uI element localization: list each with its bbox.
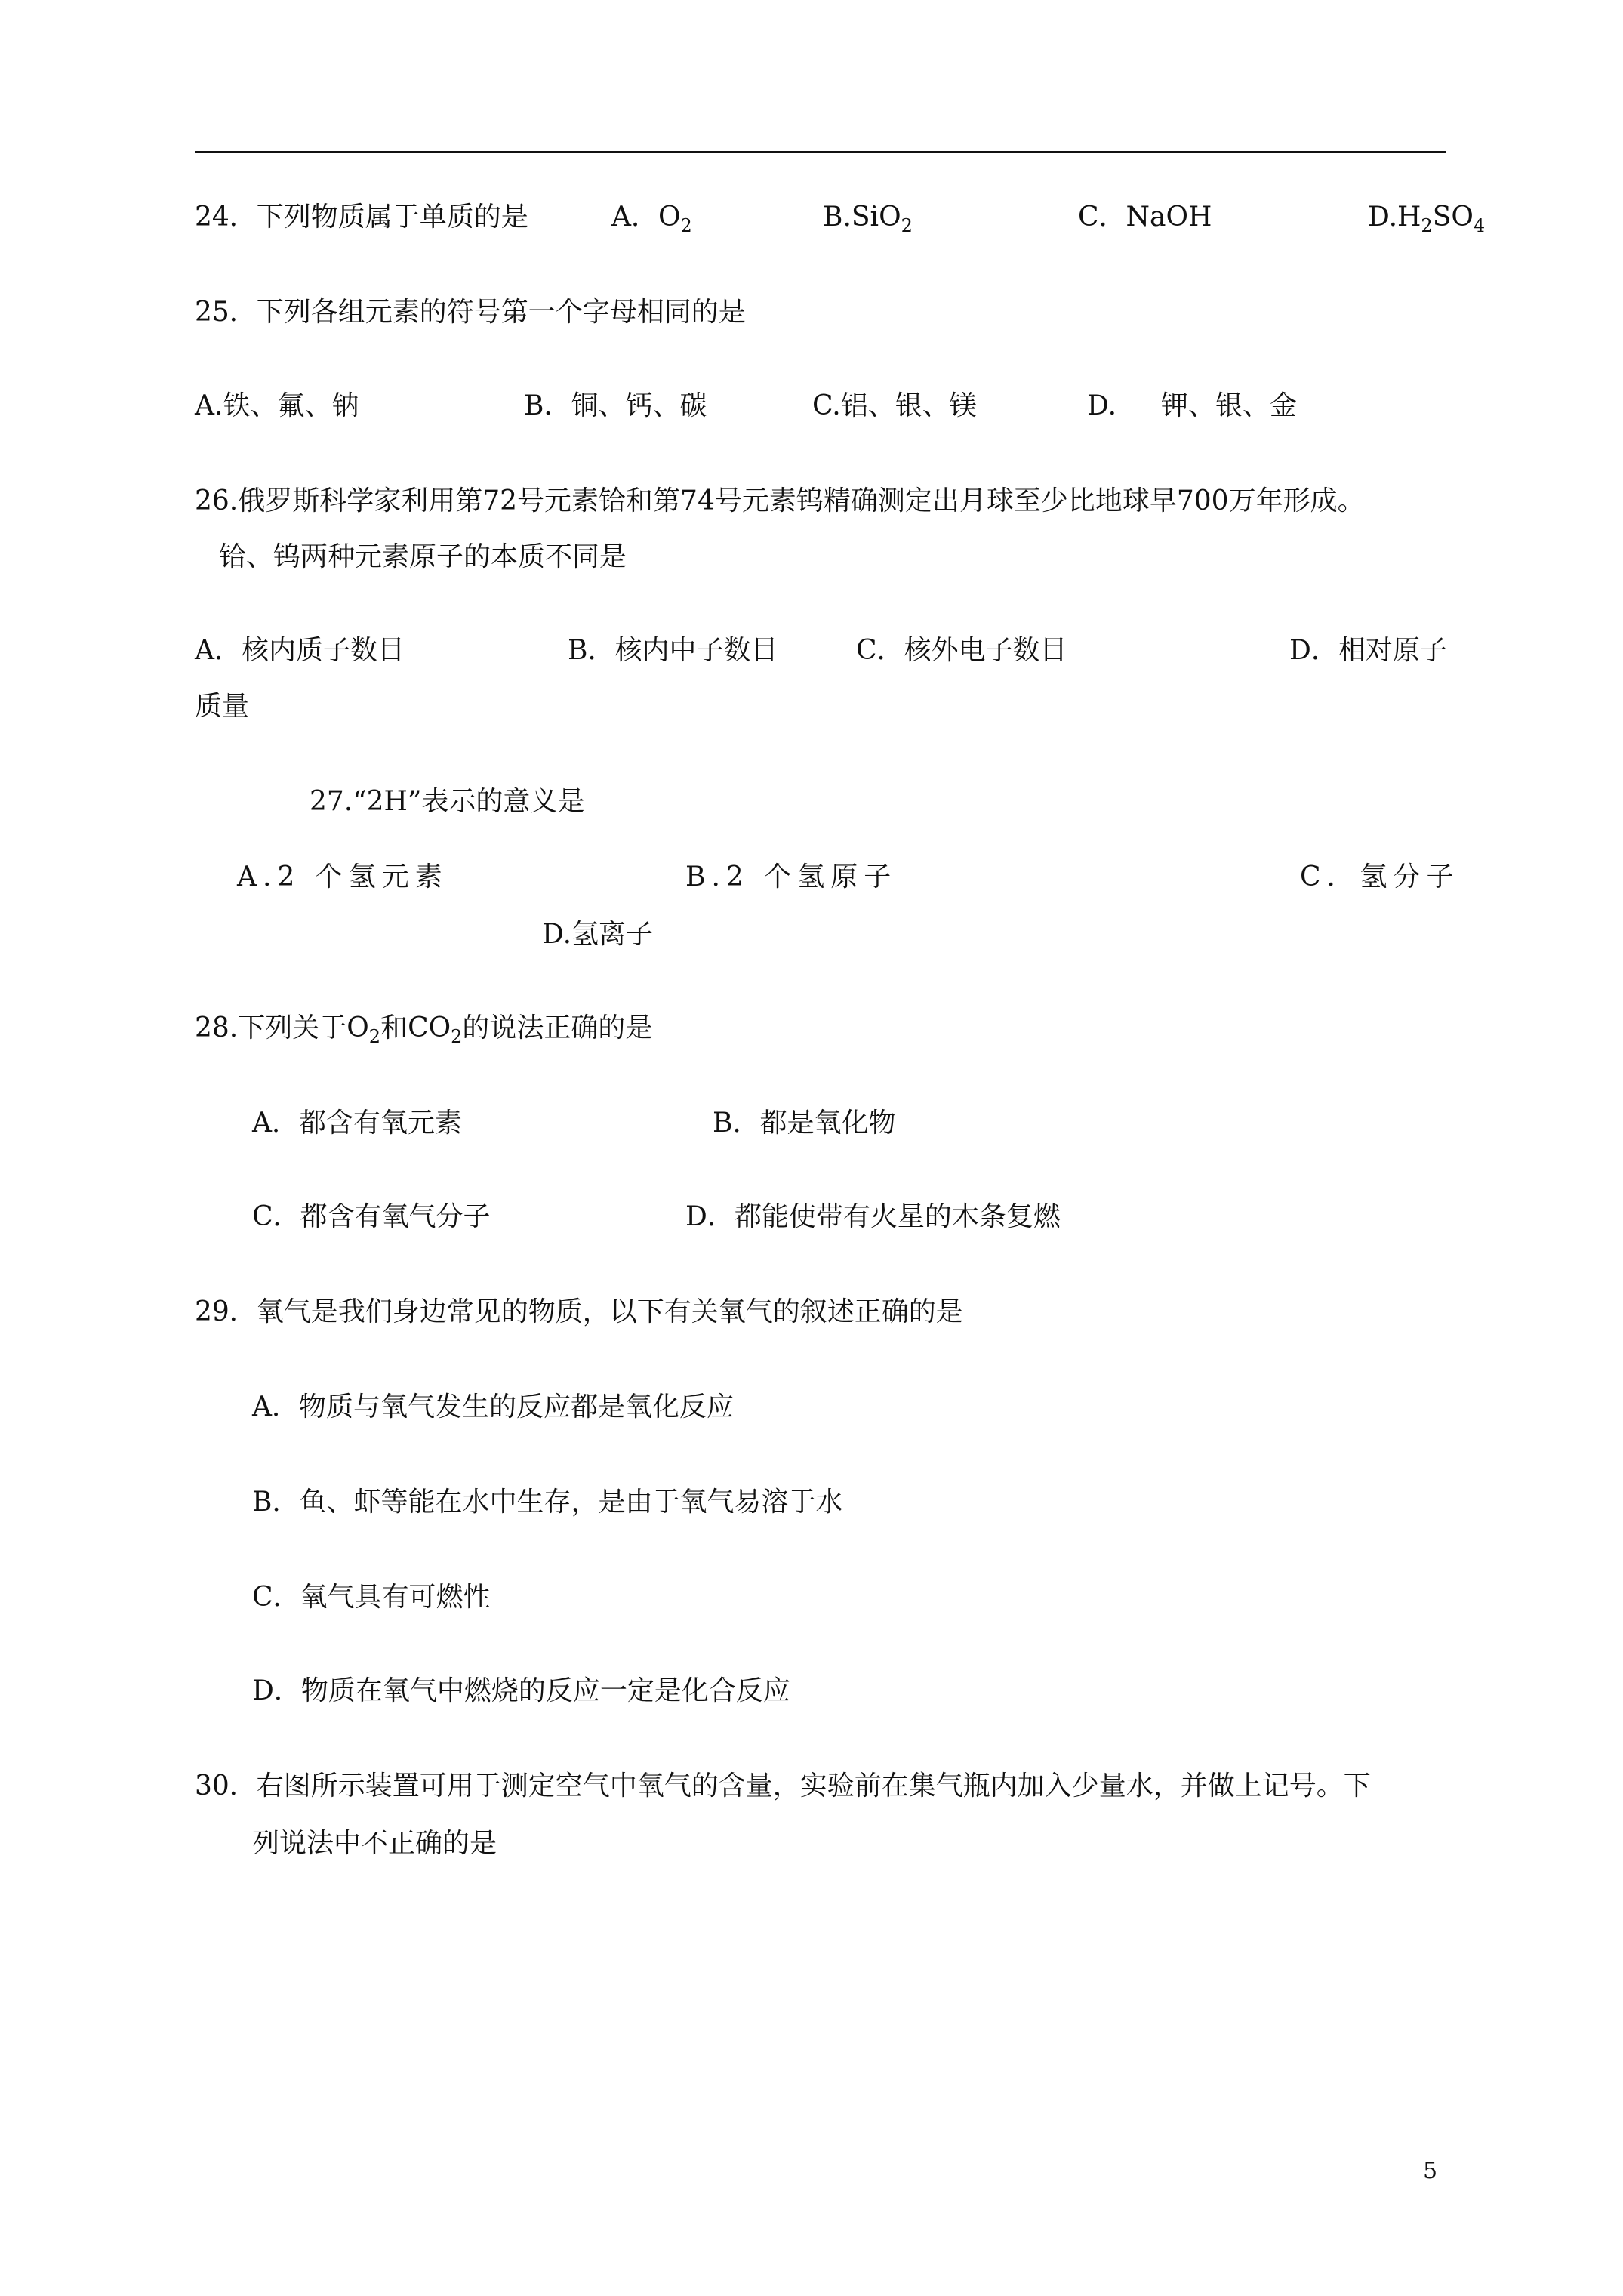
q24-option-a: A．$O_2$ [611,202,692,236]
q28-option-a: A．都含有氧元素 [252,1108,462,1139]
q28-option-b: B．都是氧化物 [713,1108,896,1139]
q26-stem-line2: 铪、钨两种元素原子的本质不同是 [219,541,627,572]
q26-option-d-line2: 质量 [195,691,250,722]
q24-option-d: $D.H_2SO_4$ [1368,202,1486,236]
q25-stem: 25．下列各组元素的符号第一个字母相同的是 [195,297,746,328]
q29-option-b: B．鱼、虾等能在水中生存，是由于氧气易溶于水 [252,1487,843,1518]
q26-option-d-line1: D．相对原子 [1289,635,1447,666]
page-number: 5 [1423,2158,1438,2184]
q25-option-c: C.铝、银、镁 [812,390,977,421]
q29-option-a: A．物质与氧气发生的反应都是氧化反应 [252,1391,734,1422]
q25-option-b: B．铜、钙、碳 [524,390,707,421]
q26-option-a: A．核内质子数目 [195,635,405,666]
q26-option-c: C．核外电子数目 [856,635,1067,666]
q28-option-d: D．都能使带有火星的木条复燃 [685,1201,1061,1232]
header-rule [195,151,1446,153]
q25-option-d: 钾、银、金 [1161,390,1298,421]
q30-stem-line2: 列说法中不正确的是 [252,1828,497,1859]
q27-option-c: C．氢分子 [1300,861,1460,892]
q29-option-c: C．氧气具有可燃性 [252,1582,491,1613]
q24-option-b: B.SiO$_2$ [823,202,913,236]
q27-option-a: A.2 个氢元素 [237,861,448,892]
q30-stem-line1: 30．右图所示装置可用于测定空气中氧气的含量，实验前在集气瓶内加入少量水，并做上记号。下 [195,1771,1371,1801]
q25-option-a: A.铁、氟、钠 [195,390,359,421]
q29-stem: 29．氧气是我们身边常见的物质，以下有关氧气的叙述正确的是 [195,1296,963,1327]
q26-option-b: B．核内中子数目 [568,635,778,666]
q27-stem: 27.“2H”表示的意义是 [310,786,585,817]
q24-stem: 24．下列物质属于单质的是 [195,202,528,233]
q28-option-c: C．都含有氧气分子 [252,1201,491,1232]
q26-stem-line1: 26.俄罗斯科学家利用第72号元素铪和第74号元素钨精确测定出月球至少比地球早700万年形成。 [195,485,1365,516]
q25-option-d-label: D. [1087,390,1117,421]
q27-option-d: D.氢离子 [542,919,654,950]
q29-option-d: D．物质在氧气中燃烧的反应一定是化合反应 [252,1675,790,1706]
q27-option-b: B.2 个氢原子 [685,861,898,892]
q28-stem: 28.下列关于$O_2$和$CO_2$的说法正确的是 [195,1012,653,1047]
q24-option-c: C．NaOH [1078,202,1212,233]
